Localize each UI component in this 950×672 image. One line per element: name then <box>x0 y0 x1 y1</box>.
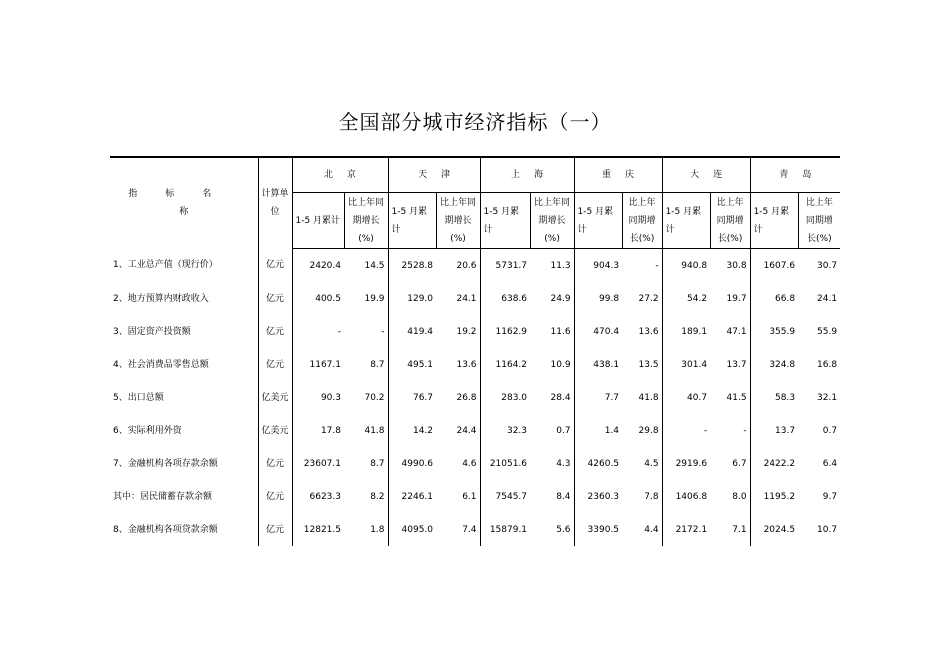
indicator-name: 其中：居民储蓄存款余额 <box>113 491 213 502</box>
table-row <box>110 447 840 480</box>
indicator-header: 指标名称 <box>110 157 258 249</box>
growth-cell: 13.6 <box>638 326 659 337</box>
value-cell: 189.1 <box>662 315 710 348</box>
growth-cell: 16.8 <box>817 359 838 370</box>
value-cell: 355.9 <box>750 315 798 348</box>
indicator-name: 6、实际利用外资 <box>113 425 182 436</box>
unit-cell: 亿美元 <box>258 414 292 447</box>
growth-cell: 47.1 <box>726 326 747 337</box>
growth-cell: 41.8 <box>364 425 385 436</box>
growth-cell: 8.0 <box>732 491 747 502</box>
indicator-name: 5、出口总额 <box>113 392 164 403</box>
value-cell: 2422.2 <box>750 447 798 480</box>
unit-header: 计算单位 <box>258 157 292 249</box>
growth-cell: 4.4 <box>644 524 659 535</box>
value-cell: 14.2 <box>388 414 436 447</box>
value-cell: 6623.3 <box>292 480 344 513</box>
growth-cell: 8.7 <box>370 359 385 370</box>
table-row <box>110 480 840 513</box>
period-header: 1-5 月累计 <box>662 193 710 249</box>
unit-cell: 亿元 <box>258 315 292 348</box>
value-cell: 5731.7 <box>480 249 530 283</box>
indicator-name: 4、社会消费品零售总额 <box>113 359 209 370</box>
growth-rate-header: 比上年同期增长(%) <box>798 193 840 249</box>
value-cell: 15879.1 <box>480 513 530 546</box>
period-header: 1-5 月累计 <box>480 193 530 249</box>
growth-cell: 28.4 <box>550 392 571 403</box>
value-cell: 283.0 <box>480 381 530 414</box>
city-header: 青岛 <box>750 157 840 193</box>
growth-cell: 0.7 <box>822 425 838 436</box>
growth-rate-header: 比上年同期增长(%) <box>436 193 480 249</box>
growth-rate-header: 比上年同期增长(%) <box>710 193 750 249</box>
unit-cell: 亿元 <box>258 348 292 381</box>
growth-cell: 41.8 <box>638 392 659 403</box>
growth-rate-header: 比上年同期增长(%) <box>530 193 574 249</box>
table-row <box>110 348 840 381</box>
value-cell: 1162.9 <box>480 315 530 348</box>
growth-cell: 19.2 <box>456 326 477 337</box>
value-cell: 904.3 <box>574 249 622 283</box>
growth-cell: 24.9 <box>550 293 571 304</box>
value-cell: 1167.1 <box>292 348 344 381</box>
city-header: 上海 <box>480 157 574 193</box>
table-row <box>110 381 840 414</box>
value-cell: 21051.6 <box>480 447 530 480</box>
value-cell: 1607.6 <box>750 249 798 283</box>
value-cell: 438.1 <box>574 348 622 381</box>
growth-cell: 30.8 <box>726 260 747 271</box>
growth-cell: 19.9 <box>364 293 385 304</box>
value-cell: 90.3 <box>292 381 344 414</box>
growth-cell: 11.6 <box>550 326 571 337</box>
value-cell: 66.8 <box>750 282 798 315</box>
value-cell: - <box>662 414 710 447</box>
unit-cell: 亿元 <box>258 249 292 283</box>
economic-indicators-table <box>110 156 840 546</box>
growth-cell: 4.6 <box>462 458 477 469</box>
value-cell: 7.7 <box>574 381 622 414</box>
table-row <box>110 414 840 447</box>
unit-cell: 亿元 <box>258 513 292 546</box>
growth-cell: 1.8 <box>370 524 385 535</box>
unit-cell: 亿元 <box>258 480 292 513</box>
growth-cell: 8.7 <box>370 458 385 469</box>
growth-cell: 24.1 <box>456 293 477 304</box>
growth-cell: 11.3 <box>550 260 571 271</box>
growth-cell: 5.6 <box>556 524 571 535</box>
value-cell: 2172.1 <box>662 513 710 546</box>
value-cell: 4990.6 <box>388 447 436 480</box>
growth-cell: 55.9 <box>817 326 838 337</box>
table-row <box>110 315 840 348</box>
growth-rate-header: 比上年同期增长(%) <box>622 193 662 249</box>
growth-cell: 13.5 <box>638 359 659 370</box>
value-cell: 13.7 <box>750 414 798 447</box>
growth-rate-header: 比上年同期增长(%) <box>344 193 388 249</box>
growth-cell: 7.8 <box>644 491 659 502</box>
unit-cell: 亿元 <box>258 447 292 480</box>
value-cell: 129.0 <box>388 282 436 315</box>
value-cell: 54.2 <box>662 282 710 315</box>
value-cell: 3390.5 <box>574 513 622 546</box>
growth-cell: 8.2 <box>370 491 385 502</box>
growth-cell: 27.2 <box>638 293 659 304</box>
value-cell: 40.7 <box>662 381 710 414</box>
growth-cell: 24.4 <box>456 425 477 436</box>
city-header: 重庆 <box>574 157 662 193</box>
value-cell: 2246.1 <box>388 480 436 513</box>
value-cell: 12821.5 <box>292 513 344 546</box>
value-cell: 23607.1 <box>292 447 344 480</box>
value-cell: 17.8 <box>292 414 344 447</box>
growth-cell: 30.7 <box>817 260 838 271</box>
value-cell: 638.6 <box>480 282 530 315</box>
unit-cell: 亿元 <box>258 282 292 315</box>
value-cell: 2919.6 <box>662 447 710 480</box>
value-cell: 32.3 <box>480 414 530 447</box>
value-cell: 1406.8 <box>662 480 710 513</box>
value-cell: 301.4 <box>662 348 710 381</box>
value-cell: 2360.3 <box>574 480 622 513</box>
growth-cell: 8.4 <box>556 491 571 502</box>
period-header: 1-5 月累计 <box>574 193 622 249</box>
value-cell: 7545.7 <box>480 480 530 513</box>
growth-cell: 26.8 <box>456 392 477 403</box>
growth-cell: 7.4 <box>462 524 477 535</box>
value-cell: 1195.2 <box>750 480 798 513</box>
growth-cell: 10.9 <box>550 359 571 370</box>
value-cell: 470.4 <box>574 315 622 348</box>
value-cell: 1.4 <box>574 414 622 447</box>
value-cell: 58.3 <box>750 381 798 414</box>
growth-cell: - <box>743 425 747 436</box>
growth-cell: 14.5 <box>364 260 385 271</box>
value-cell: 940.8 <box>662 249 710 283</box>
city-header: 天津 <box>388 157 480 193</box>
growth-cell: 13.7 <box>726 359 747 370</box>
page-title: 全国部分城市经济指标（一） <box>338 110 612 134</box>
unit-cell: 亿美元 <box>258 381 292 414</box>
growth-cell: 6.4 <box>822 458 838 469</box>
value-cell: 2024.5 <box>750 513 798 546</box>
indicator-name: 7、金融机构各项存款余额 <box>113 458 218 469</box>
growth-cell: - <box>655 260 659 271</box>
growth-cell: 6.7 <box>732 458 747 469</box>
value-cell: - <box>292 315 344 348</box>
growth-cell: 4.3 <box>556 458 571 469</box>
growth-cell: 7.1 <box>732 524 747 535</box>
growth-cell: 24.1 <box>817 293 838 304</box>
city-header: 大连 <box>662 157 750 193</box>
indicator-name: 1、工业总产值（现行价） <box>113 260 218 271</box>
value-cell: 4095.0 <box>388 513 436 546</box>
value-cell: 495.1 <box>388 348 436 381</box>
growth-cell: 19.7 <box>726 293 747 304</box>
growth-cell: 4.5 <box>644 458 659 469</box>
value-cell: 400.5 <box>292 282 344 315</box>
city-header: 北京 <box>292 157 388 193</box>
growth-cell: 9.7 <box>822 491 838 502</box>
growth-cell: 32.1 <box>817 392 838 403</box>
value-cell: 324.8 <box>750 348 798 381</box>
table-row <box>110 249 840 283</box>
value-cell: 99.8 <box>574 282 622 315</box>
indicator-name: 8、金融机构各项贷款余额 <box>113 524 218 535</box>
growth-cell: 41.5 <box>726 392 747 403</box>
value-cell: 2528.8 <box>388 249 436 283</box>
indicator-name: 3、固定资产投资额 <box>113 326 191 337</box>
value-cell: 419.4 <box>388 315 436 348</box>
growth-cell: 10.7 <box>817 524 838 535</box>
period-header: 1-5 月累计 <box>388 193 436 249</box>
period-header: 1-5 月累计 <box>750 193 798 249</box>
period-header: 1-5 月累计 <box>292 193 344 249</box>
growth-cell: 0.7 <box>556 425 571 436</box>
indicator-name: 2、地方预算内财政收入 <box>113 293 209 304</box>
growth-cell: 70.2 <box>364 392 385 403</box>
table-row <box>110 282 840 315</box>
growth-cell: 6.1 <box>462 491 477 502</box>
growth-cell: 29.8 <box>638 425 659 436</box>
value-cell: 1164.2 <box>480 348 530 381</box>
value-cell: 2420.4 <box>292 249 344 283</box>
growth-cell: - <box>381 326 385 337</box>
table-row <box>110 513 840 546</box>
growth-cell: 13.6 <box>456 359 477 370</box>
value-cell: 4260.5 <box>574 447 622 480</box>
value-cell: 76.7 <box>388 381 436 414</box>
growth-cell: 20.6 <box>456 260 477 271</box>
